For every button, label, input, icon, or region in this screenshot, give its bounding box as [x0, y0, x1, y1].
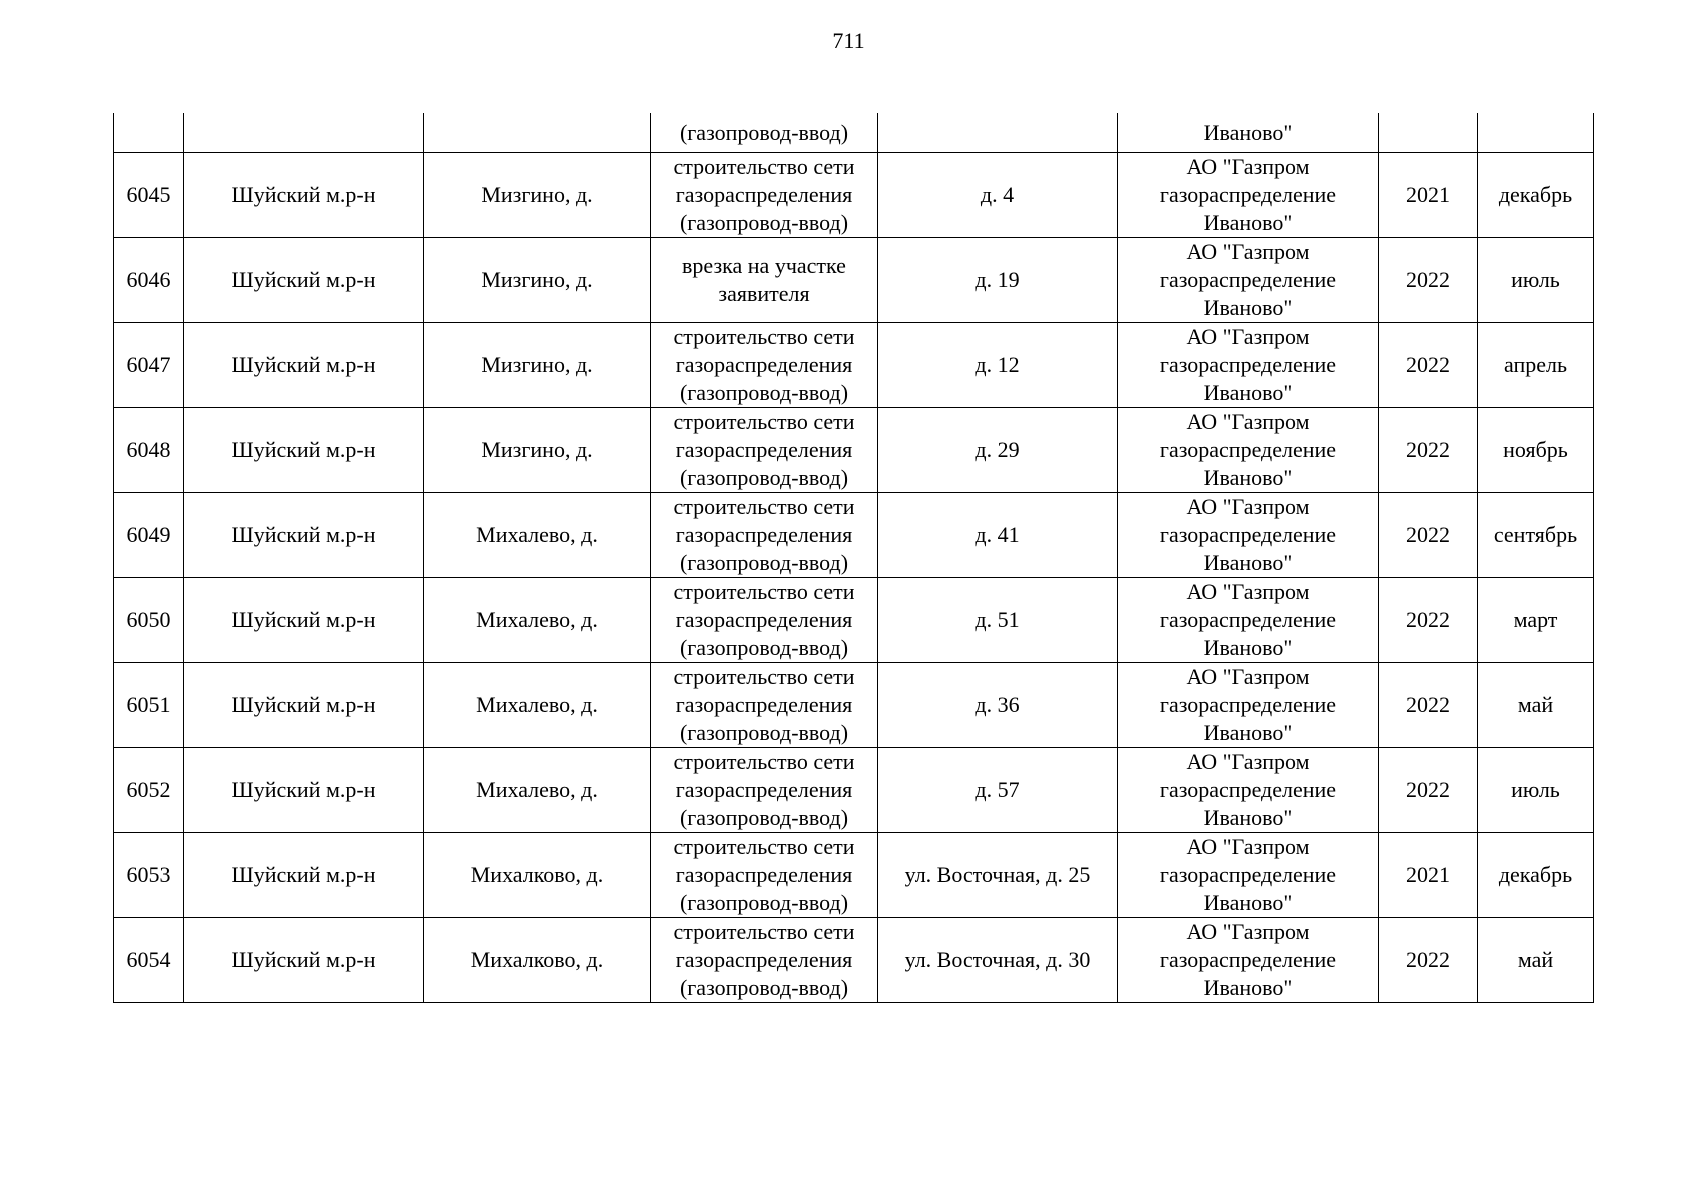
cell-work-type: строительство сети газораспределения (газопровод-ввод) [651, 663, 878, 748]
cell-district: Шуйский м.р-н [184, 238, 424, 323]
cell-address: д. 4 [878, 153, 1118, 238]
cell-num: 6048 [114, 408, 184, 493]
cell-year: 2022 [1379, 238, 1478, 323]
cell-address: ул. Восточная, д. 25 [878, 833, 1118, 918]
cell-work-type: врезка на участке заявителя [651, 238, 878, 323]
cell-settlement: Михалково, д. [424, 833, 651, 918]
cell-month: декабрь [1478, 153, 1594, 238]
cell-month: май [1478, 918, 1594, 1003]
cell-settlement [424, 113, 651, 153]
cell-year: 2021 [1379, 153, 1478, 238]
cell-settlement: Михалево, д. [424, 578, 651, 663]
cell-month: ноябрь [1478, 408, 1594, 493]
cell-work-type: строительство сети газораспределения (газопровод-ввод) [651, 748, 878, 833]
cell-address: д. 29 [878, 408, 1118, 493]
cell-organization: АО "Газпром газораспределение Иваново" [1118, 238, 1379, 323]
cell-year: 2022 [1379, 663, 1478, 748]
table-row [114, 153, 1594, 238]
cell-work-type: строительство сети газораспределения (газопровод-ввод) [651, 578, 878, 663]
cell-num: 6054 [114, 918, 184, 1003]
table-row [114, 323, 1594, 408]
table-row [114, 663, 1594, 748]
cell-num [114, 113, 184, 153]
cell-address: д. 12 [878, 323, 1118, 408]
cell-organization: АО "Газпром газораспределение Иваново" [1118, 153, 1379, 238]
cell-settlement: Михалково, д. [424, 918, 651, 1003]
cell-district: Шуйский м.р-н [184, 833, 424, 918]
cell-district: Шуйский м.р-н [184, 918, 424, 1003]
cell-work-type: строительство сети газораспределения (газопровод-ввод) [651, 153, 878, 238]
cell-work-type: строительство сети газораспределения (газопровод-ввод) [651, 918, 878, 1003]
cell-num: 6049 [114, 493, 184, 578]
cell-work-type: строительство сети газораспределения (газопровод-ввод) [651, 408, 878, 493]
cell-settlement: Михалево, д. [424, 748, 651, 833]
cell-work-type: строительство сети газораспределения (газопровод-ввод) [651, 323, 878, 408]
cell-month: май [1478, 663, 1594, 748]
cell-num: 6053 [114, 833, 184, 918]
cell-district: Шуйский м.р-н [184, 408, 424, 493]
cell-district: Шуйский м.р-н [184, 493, 424, 578]
cell-organization: АО "Газпром газораспределение Иваново" [1118, 663, 1379, 748]
cell-district: Шуйский м.р-н [184, 663, 424, 748]
cell-address: д. 36 [878, 663, 1118, 748]
cell-district: Шуйский м.р-н [184, 153, 424, 238]
cell-district: Шуйский м.р-н [184, 748, 424, 833]
cell-num: 6046 [114, 238, 184, 323]
cell-year [1379, 113, 1478, 153]
cell-month: июль [1478, 238, 1594, 323]
cell-organization: АО "Газпром газораспределение Иваново" [1118, 578, 1379, 663]
cell-month: апрель [1478, 323, 1594, 408]
cell-settlement: Мизгино, д. [424, 153, 651, 238]
cell-num: 6052 [114, 748, 184, 833]
cell-settlement: Михалево, д. [424, 663, 651, 748]
cell-settlement: Мизгино, д. [424, 238, 651, 323]
page-number: 711 [832, 28, 865, 53]
cell-organization: АО "Газпром газораспределение Иваново" [1118, 748, 1379, 833]
cell-work-type: (газопровод-ввод) [651, 113, 878, 153]
table-row [114, 833, 1594, 918]
cell-organization: Иваново" [1118, 113, 1379, 153]
cell-year: 2022 [1379, 323, 1478, 408]
cell-num: 6051 [114, 663, 184, 748]
cell-work-type: строительство сети газораспределения (газопровод-ввод) [651, 493, 878, 578]
cell-district: Шуйский м.р-н [184, 323, 424, 408]
cell-organization: АО "Газпром газораспределение Иваново" [1118, 918, 1379, 1003]
cell-month: декабрь [1478, 833, 1594, 918]
cell-month: сентябрь [1478, 493, 1594, 578]
cell-district [184, 113, 424, 153]
cell-year: 2022 [1379, 408, 1478, 493]
table-continuation-row [114, 113, 1594, 153]
cell-district: Шуйский м.р-н [184, 578, 424, 663]
gas-connection-table [113, 113, 1594, 1003]
cell-num: 6050 [114, 578, 184, 663]
cell-address: д. 57 [878, 748, 1118, 833]
cell-address: ул. Восточная, д. 30 [878, 918, 1118, 1003]
cell-organization: АО "Газпром газораспределение Иваново" [1118, 833, 1379, 918]
cell-settlement: Мизгино, д. [424, 408, 651, 493]
cell-month: март [1478, 578, 1594, 663]
cell-num: 6047 [114, 323, 184, 408]
cell-settlement: Михалево, д. [424, 493, 651, 578]
cell-year: 2022 [1379, 748, 1478, 833]
cell-address: д. 51 [878, 578, 1118, 663]
cell-organization: АО "Газпром газораспределение Иваново" [1118, 323, 1379, 408]
table-row [114, 918, 1594, 1003]
cell-address: д. 19 [878, 238, 1118, 323]
table-row [114, 748, 1594, 833]
cell-address [878, 113, 1118, 153]
table-row [114, 238, 1594, 323]
cell-organization: АО "Газпром газораспределение Иваново" [1118, 408, 1379, 493]
table-row [114, 493, 1594, 578]
table-row [114, 408, 1594, 493]
cell-organization: АО "Газпром газораспределение Иваново" [1118, 493, 1379, 578]
cell-month: июль [1478, 748, 1594, 833]
cell-address: д. 41 [878, 493, 1118, 578]
cell-year: 2022 [1379, 918, 1478, 1003]
cell-year: 2022 [1379, 578, 1478, 663]
cell-year: 2021 [1379, 833, 1478, 918]
table-row [114, 578, 1594, 663]
cell-settlement: Мизгино, д. [424, 323, 651, 408]
cell-year: 2022 [1379, 493, 1478, 578]
cell-month [1478, 113, 1594, 153]
cell-work-type: строительство сети газораспределения (газопровод-ввод) [651, 833, 878, 918]
cell-num: 6045 [114, 153, 184, 238]
